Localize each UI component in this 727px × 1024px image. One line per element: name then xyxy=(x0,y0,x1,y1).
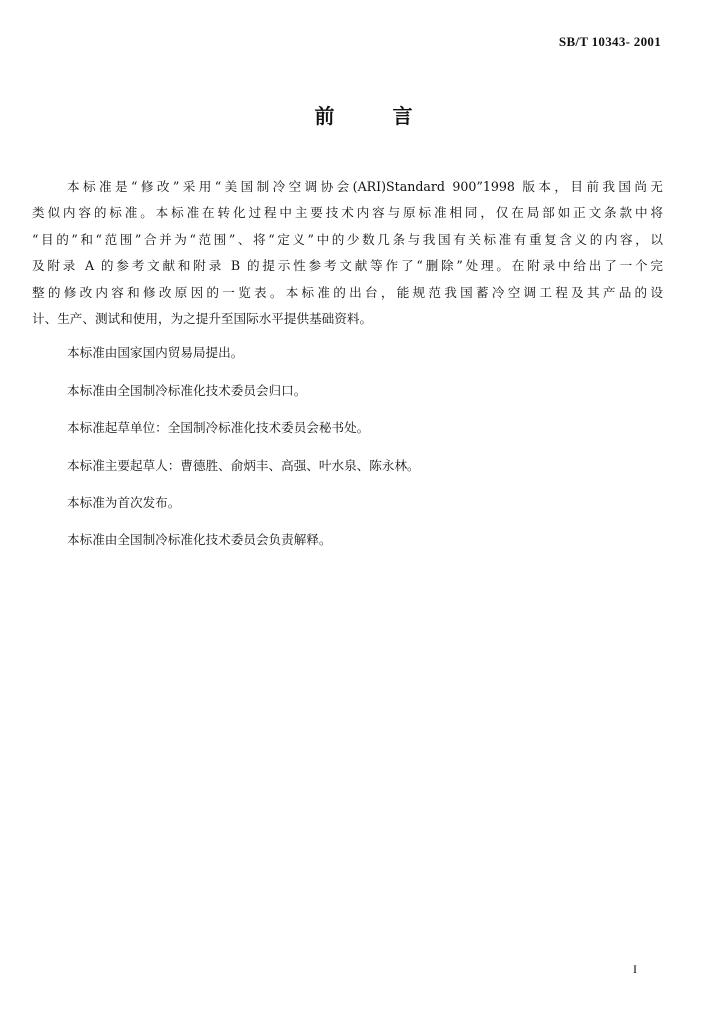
paragraph-first-release: 本标准为首次发布。 xyxy=(67,495,181,511)
intro-line: 本标准是“修改”采用“美国制冷空调协会(ARI)Standard 900”1998 版本，目前我国尚无 xyxy=(67,179,663,194)
title-char-left: 前 xyxy=(314,104,335,128)
foreword-body xyxy=(32,174,663,554)
paragraph-drafters: 本标准主要起草人：曹德胜、俞炳丰、高强、叶水泉、陈永林。 xyxy=(67,457,420,473)
title-char-right: 言 xyxy=(392,104,413,128)
paragraph-proposer: 本标准由国家国内贸易局提出。 xyxy=(67,345,244,361)
standard-code: SB/T 10343- 2001 xyxy=(558,34,661,49)
intro-line: 及附录 A 的参考文献和附录 B 的提示性参考文献等作了“删除”处理。在附录中给出了一个完 xyxy=(32,258,663,274)
intro-line: 类似内容的标准。本标准在转化过程中主要技术内容与原标准相同，仅在局部如正文条款中将 xyxy=(32,205,663,221)
intro-line: “目的”和“范围”合并为“范围”、将“定义”中的少数几条与我国有关标准有重复含义的内容，以 xyxy=(32,231,663,247)
intro-line: 整的修改内容和修改原因的一览表。本标准的出台，能规范我国蓄冷空调工程及其产品的设 xyxy=(32,284,663,300)
paragraph-centralized: 本标准由全国制冷标准化技术委员会归口。 xyxy=(67,382,307,398)
paragraph-drafting-unit: 本标准起草单位：全国制冷标准化技术委员会秘书处。 xyxy=(67,420,370,436)
page-title xyxy=(0,100,727,129)
page-number: I xyxy=(633,962,637,976)
intro-line: 计、生产、测试和使用，为之提升至国际水平提供基础资料。 xyxy=(32,311,373,327)
paragraph-interpretation: 本标准由全国制冷标准化技术委员会负责解释。 xyxy=(67,532,332,548)
intro-paragraph xyxy=(32,174,663,332)
